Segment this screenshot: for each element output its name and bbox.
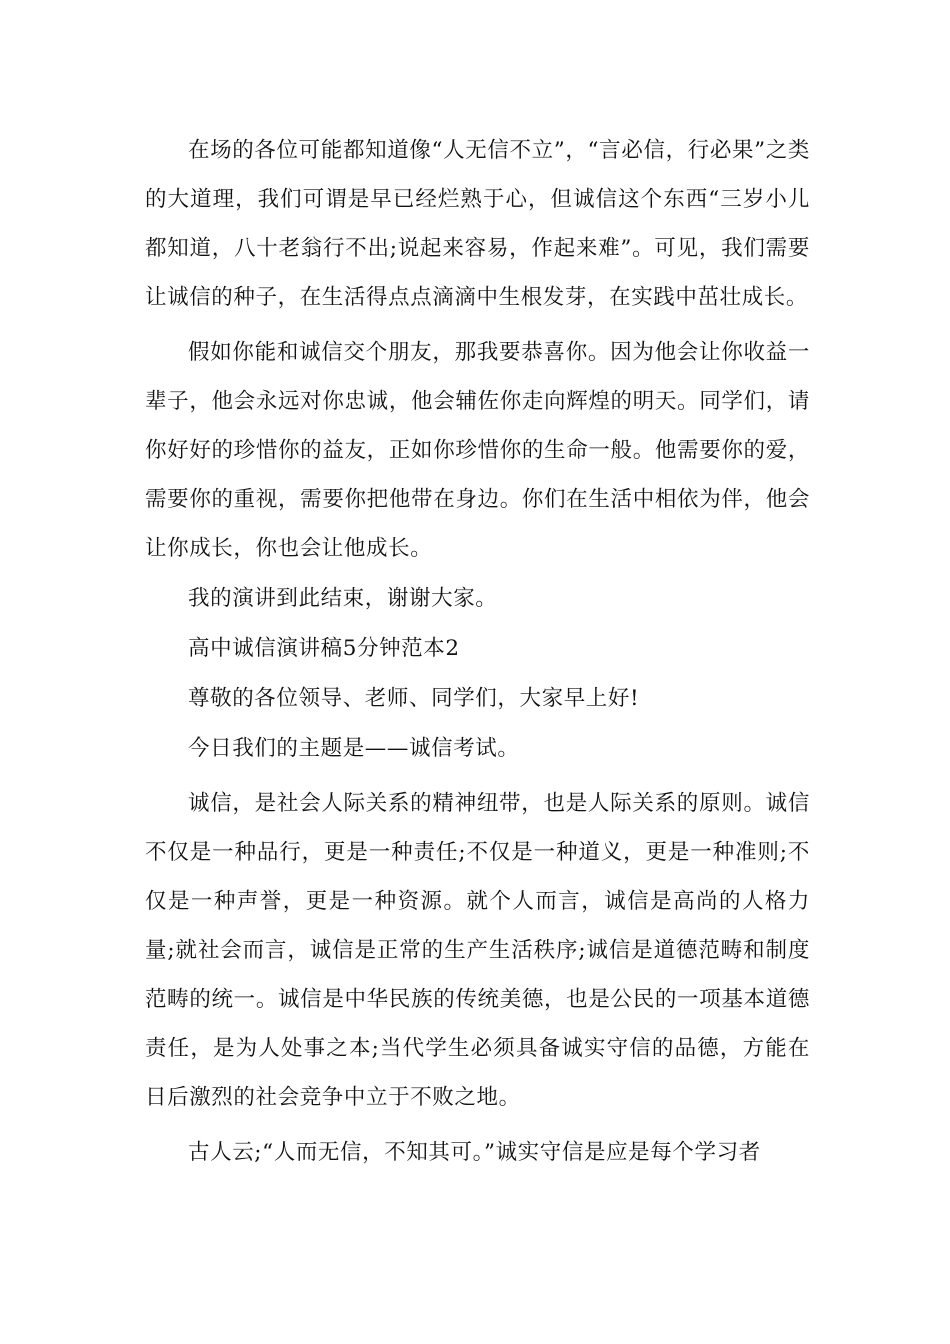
- paragraph-integrity-intro: 在场的各位可能都知道像“人无信不立”，“言必信，行必果”之类的大道理，我们可谓是早已经烂熟于心，但诚信这个东西“三岁小儿都知道，八十老翁行不出;说起来容易，作起来难”。可见，我们需要让诚信的种子，在生活得点点滴滴中生根发芽，在实践中茁壮成长。: [145, 138, 810, 310]
- paragraph-closing: 我的演讲到此结束，谢谢大家。: [188, 586, 498, 611]
- speech-title: 高中诚信演讲稿5分钟范本2: [188, 636, 460, 661]
- paragraph-integrity-definition: 诚信，是社会人际关系的精神纽带，也是人际关系的原则。诚信不仅是一种品行，更是一种责任;不仅是一种道义，更是一种准则;不仅是一种声誉，更是一种资源。就个人而言，诚信是高尚的人格力量;就社会而言，诚信是正常的生产生活秩序;诚信是道德范畴和制度范畴的统一。诚信是中华民族的传统美德，也是公民的一项基本道德责任，是为人处事之本;当代学生必须具备诚实守信的品德，方能在日后激烈的社会竞争中立于不败之地。: [145, 791, 810, 1110]
- paragraph-ancient-saying: 古人云;“人而无信，不知其可。”诚实守信是应是每个学习者: [188, 1140, 761, 1165]
- paragraph-greeting: 尊敬的各位领导、老师、同学们，大家早上好!: [188, 686, 640, 711]
- document-page: [145, 126, 810, 1177]
- paragraph-theme: 今日我们的主题是——诚信考试。: [188, 736, 520, 761]
- paragraph-integrity-friend: 假如你能和诚信交个朋友，那我要恭喜你。因为他会让你收益一辈子，他会永远对你忠诚，他会辅佐你走向辉煌的明天。同学们，请你好好的珍惜你的益友，正如你珍惜你的生命一般。他需要你的爱，需要你的重视，需要你把他带在身边。你们在生活中相依为伴，他会让你成长，你也会让他成长。: [145, 340, 810, 561]
